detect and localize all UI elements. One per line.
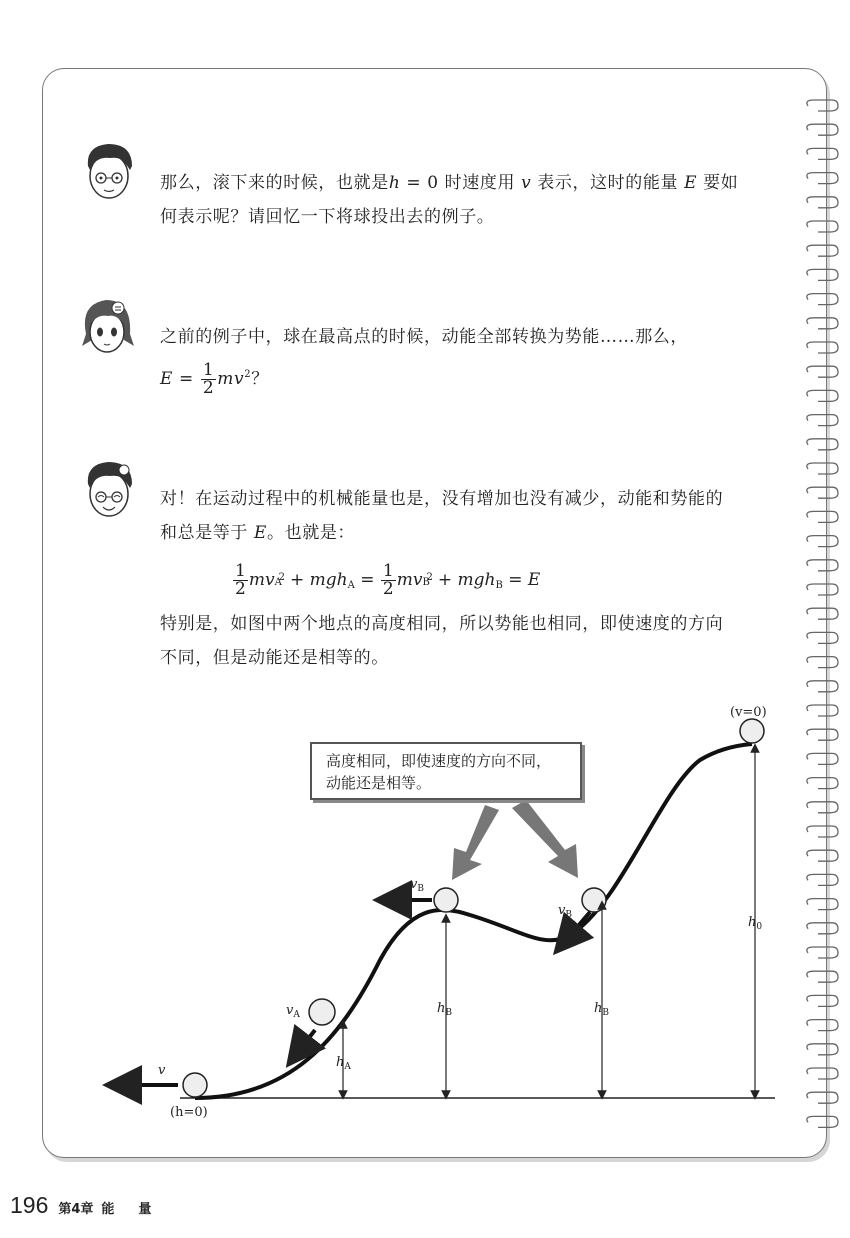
label-h0: $h_0$ [748,915,763,932]
dialogue-line: 特别是，如图中两个地点的高度相同，所以势能也相同，即使速度的方向 [160,614,724,634]
ball-a [309,999,335,1025]
callout-line: 动能还是相等。 [326,774,432,792]
page-number: 196 [10,1192,49,1218]
label-v0-top: (v=0) [730,705,767,720]
sub-sup: B 2 [422,571,433,588]
fraction: $\frac{1}{2}$ [235,561,246,599]
dialogue-line: 对！在运动过程中的机械能量也是，没有增加也没有减少，动能和势能的 [160,489,724,509]
label-ha: $h_A$ [336,1055,351,1072]
ball-bottom [183,1073,207,1097]
label-vb-left: $v_B$ [410,877,424,894]
dialogue-line: 不同，但是动能还是相等的。 [160,648,389,668]
topic-label: 能量 [101,1202,176,1217]
label-va: $v_A$ [286,1003,300,1020]
energy-guess-equation: E = $\frac{1}{2}$ $mv^2$？ [160,360,269,398]
label-h0-ground: (h=0) [170,1105,208,1120]
fraction: $\frac{1}{2}$ [202,360,215,398]
chapter-label: 第4章 [58,1202,94,1217]
dialogue-line: 和总是等于 E。也就是： [160,523,356,543]
callout-arrow-right [512,800,578,878]
page-footer [10,1192,175,1219]
sub-sup: A 2 [274,571,285,588]
velocity-arrow-va [298,1030,315,1052]
label-vb-right: $v_B$ [558,903,572,920]
fraction: $\frac{1}{2}$ [382,561,394,599]
dialogue-line: 那么，滚下来的时候，也就是h = 0 时速度用 v 表示，这时的能量 E 要如 [160,173,739,193]
conservation-equation: $\frac{1}{2}$ mv A 2 + mgh$_A$ = $\frac{1}{2}$ mv B 2 + mgh$_B$ = E [235,561,541,599]
ball-b-left [434,888,458,912]
callout-box [310,742,582,800]
callout-line: 高度相同，即使速度的方向不同， [326,752,552,770]
callout-arrow-left [452,805,499,880]
ball-top [740,719,764,743]
label-hb-right: $h_B$ [594,1001,609,1018]
dialogue-line: 何表示呢？请回忆一下将球投出去的例子。 [160,207,495,227]
label-v: v [158,1063,166,1078]
label-hb-left: $h_B$ [437,1001,452,1018]
dialogue-line: 之前的例子中，球在最高点的时候，动能全部转换为势能……那么， [160,327,688,347]
